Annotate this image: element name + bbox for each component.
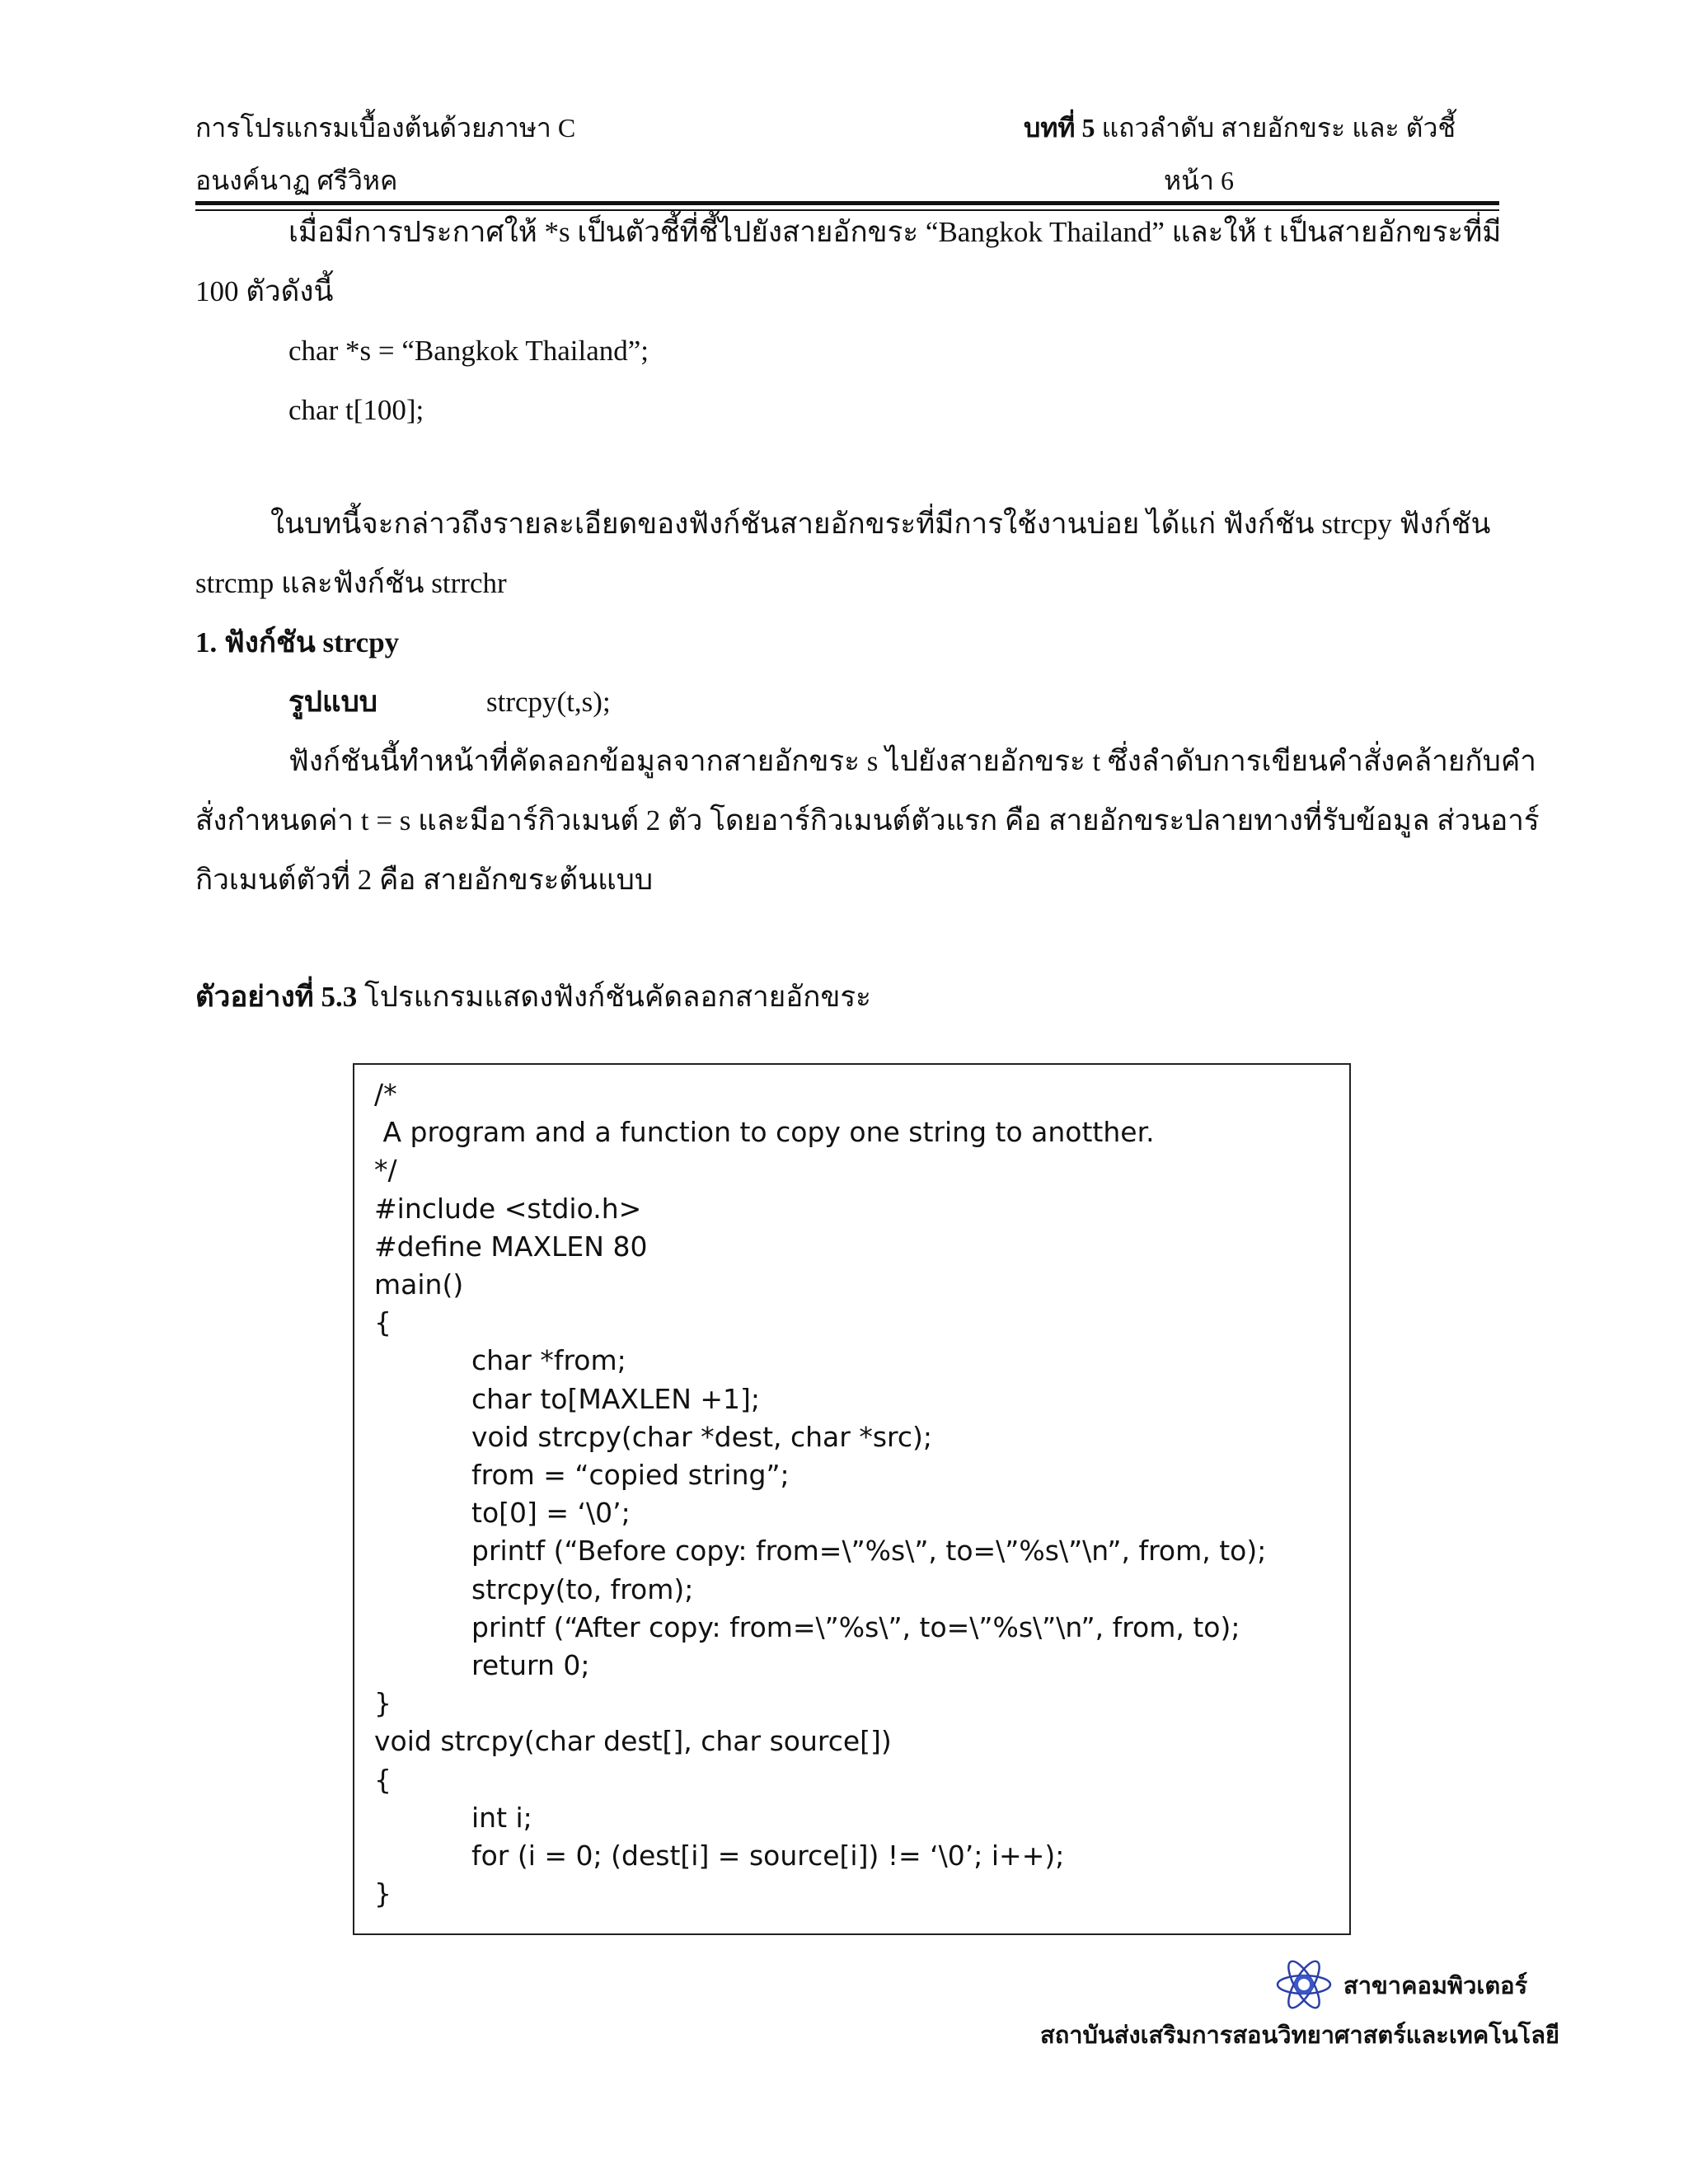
code-line: printf (“Before copy: from=\”%s\”, to=\”%s\”\n”, from, to); — [471, 1535, 1267, 1568]
code-line: from = “copied string”; — [471, 1459, 790, 1491]
code-line: strcpy(to, from); — [471, 1572, 694, 1605]
code-line: #include <stdio.h> — [374, 1192, 642, 1225]
code-line: int i; — [471, 1801, 532, 1834]
overview-line-1: ในบทนี้จะกล่าวถึงรายละเอียดของฟังก์ชันสายอักขระที่มีการใช้งานบ่อย ได้แก่ ฟังก์ชัน strcpy ฟังก์ชัน — [270, 508, 1491, 540]
footer-institute: สถาบันส่งเสริมการสอนวิทยาศาสตร์และเทคโนโลยี — [1040, 2022, 1559, 2049]
code-line: A program and a function to copy one string to anotther. — [374, 1116, 1155, 1149]
description-line-1: ฟังก์ชันนี้ทำหน้าที่คัดลอกข้อมูลจากสายอักขระ s ไปยังสายอักขระ t ซึ่งลำดับการเขียนคำสั่งคล้ายกับคำ — [288, 745, 1536, 777]
code-line: to[0] = ‘\0’; — [471, 1497, 631, 1530]
code-listing-box — [353, 1063, 1351, 1935]
code-line: { — [374, 1306, 392, 1339]
example-title: โปรแกรมแสดงฟังก์ชันคัดลอกสายอักขระ — [363, 981, 871, 1013]
intro-code-1: char *s = “Bangkok Thailand”; — [288, 335, 649, 367]
code-line: void strcpy(char *dest, char *src); — [471, 1420, 933, 1453]
overview-line-2: strcmp และฟังก์ชัน strrchr — [195, 567, 507, 599]
section-heading: 1. ฟังก์ชัน strcpy — [195, 626, 400, 658]
code-line: printf (“After copy: from=\”%s\”, to=\”%s\”\n”, from, to); — [471, 1610, 1240, 1643]
intro-line-2: 100 ตัวดังนี้ — [195, 275, 334, 307]
code-line: char to[MAXLEN +1]; — [471, 1382, 761, 1415]
intro-line-1: เมื่อมีการประกาศให้ *s เป็นตัวชี้ที่ชี้ไปยังสายอักขระ “Bangkok Thailand” และให้ t เป็นสายอักขระที่มี — [288, 216, 1502, 248]
code-line: } — [374, 1877, 392, 1910]
format-value: strcpy(t,s); — [486, 686, 611, 718]
chapter-label: บทที่ 5 — [1024, 113, 1095, 143]
intro-code-2: char t[100]; — [288, 394, 424, 426]
format-label: รูปแบบ — [288, 686, 378, 718]
description-line-2: สั่งกำหนดค่า t = s และมีอาร์กิวเมนต์ 2 ตัว โดยอาร์กิวเมนต์ตัวแรก คือ สายอักขระปลายทางที่รับข้อมูล ส่วนอาร์ — [195, 804, 1540, 837]
description-line-3: กิวเมนต์ตัวที่ 2 คือ สายอักขระต้นแบบ — [195, 864, 654, 896]
code-line: /* — [374, 1078, 397, 1110]
example-caption — [195, 968, 871, 1027]
code-line: #define MAXLEN 80 — [374, 1230, 648, 1263]
book-title: การโปรแกรมเบื้องต้นด้วยภาษา C — [195, 113, 576, 143]
example-label: ตัวอย่างที่ 5.3 — [195, 981, 358, 1013]
code-line: void strcpy(char dest[], char source[]) — [374, 1725, 892, 1758]
code-line: */ — [374, 1154, 397, 1187]
code-line: main() — [374, 1268, 464, 1301]
author-name: อนงค์นาฏ ศรีวิหค — [195, 166, 398, 195]
ipst-atom-logo-icon — [1274, 1957, 1334, 2013]
page-number: หน้า 6 — [1164, 166, 1234, 195]
code-line: } — [374, 1687, 392, 1720]
chapter-title: แถวลำดับ สายอักขระ และ ตัวชี้ — [1101, 113, 1456, 143]
chapter-heading — [1024, 107, 1456, 149]
code-line: char *from; — [471, 1344, 626, 1377]
footer-department: สาขาคอมพิวเตอร์ — [1343, 1973, 1528, 1999]
code-line: return 0; — [471, 1649, 590, 1681]
code-line: for (i = 0; (dest[i] = source[i]) != ‘\0’; i++); — [471, 1840, 1065, 1872]
code-line: { — [374, 1763, 392, 1796]
